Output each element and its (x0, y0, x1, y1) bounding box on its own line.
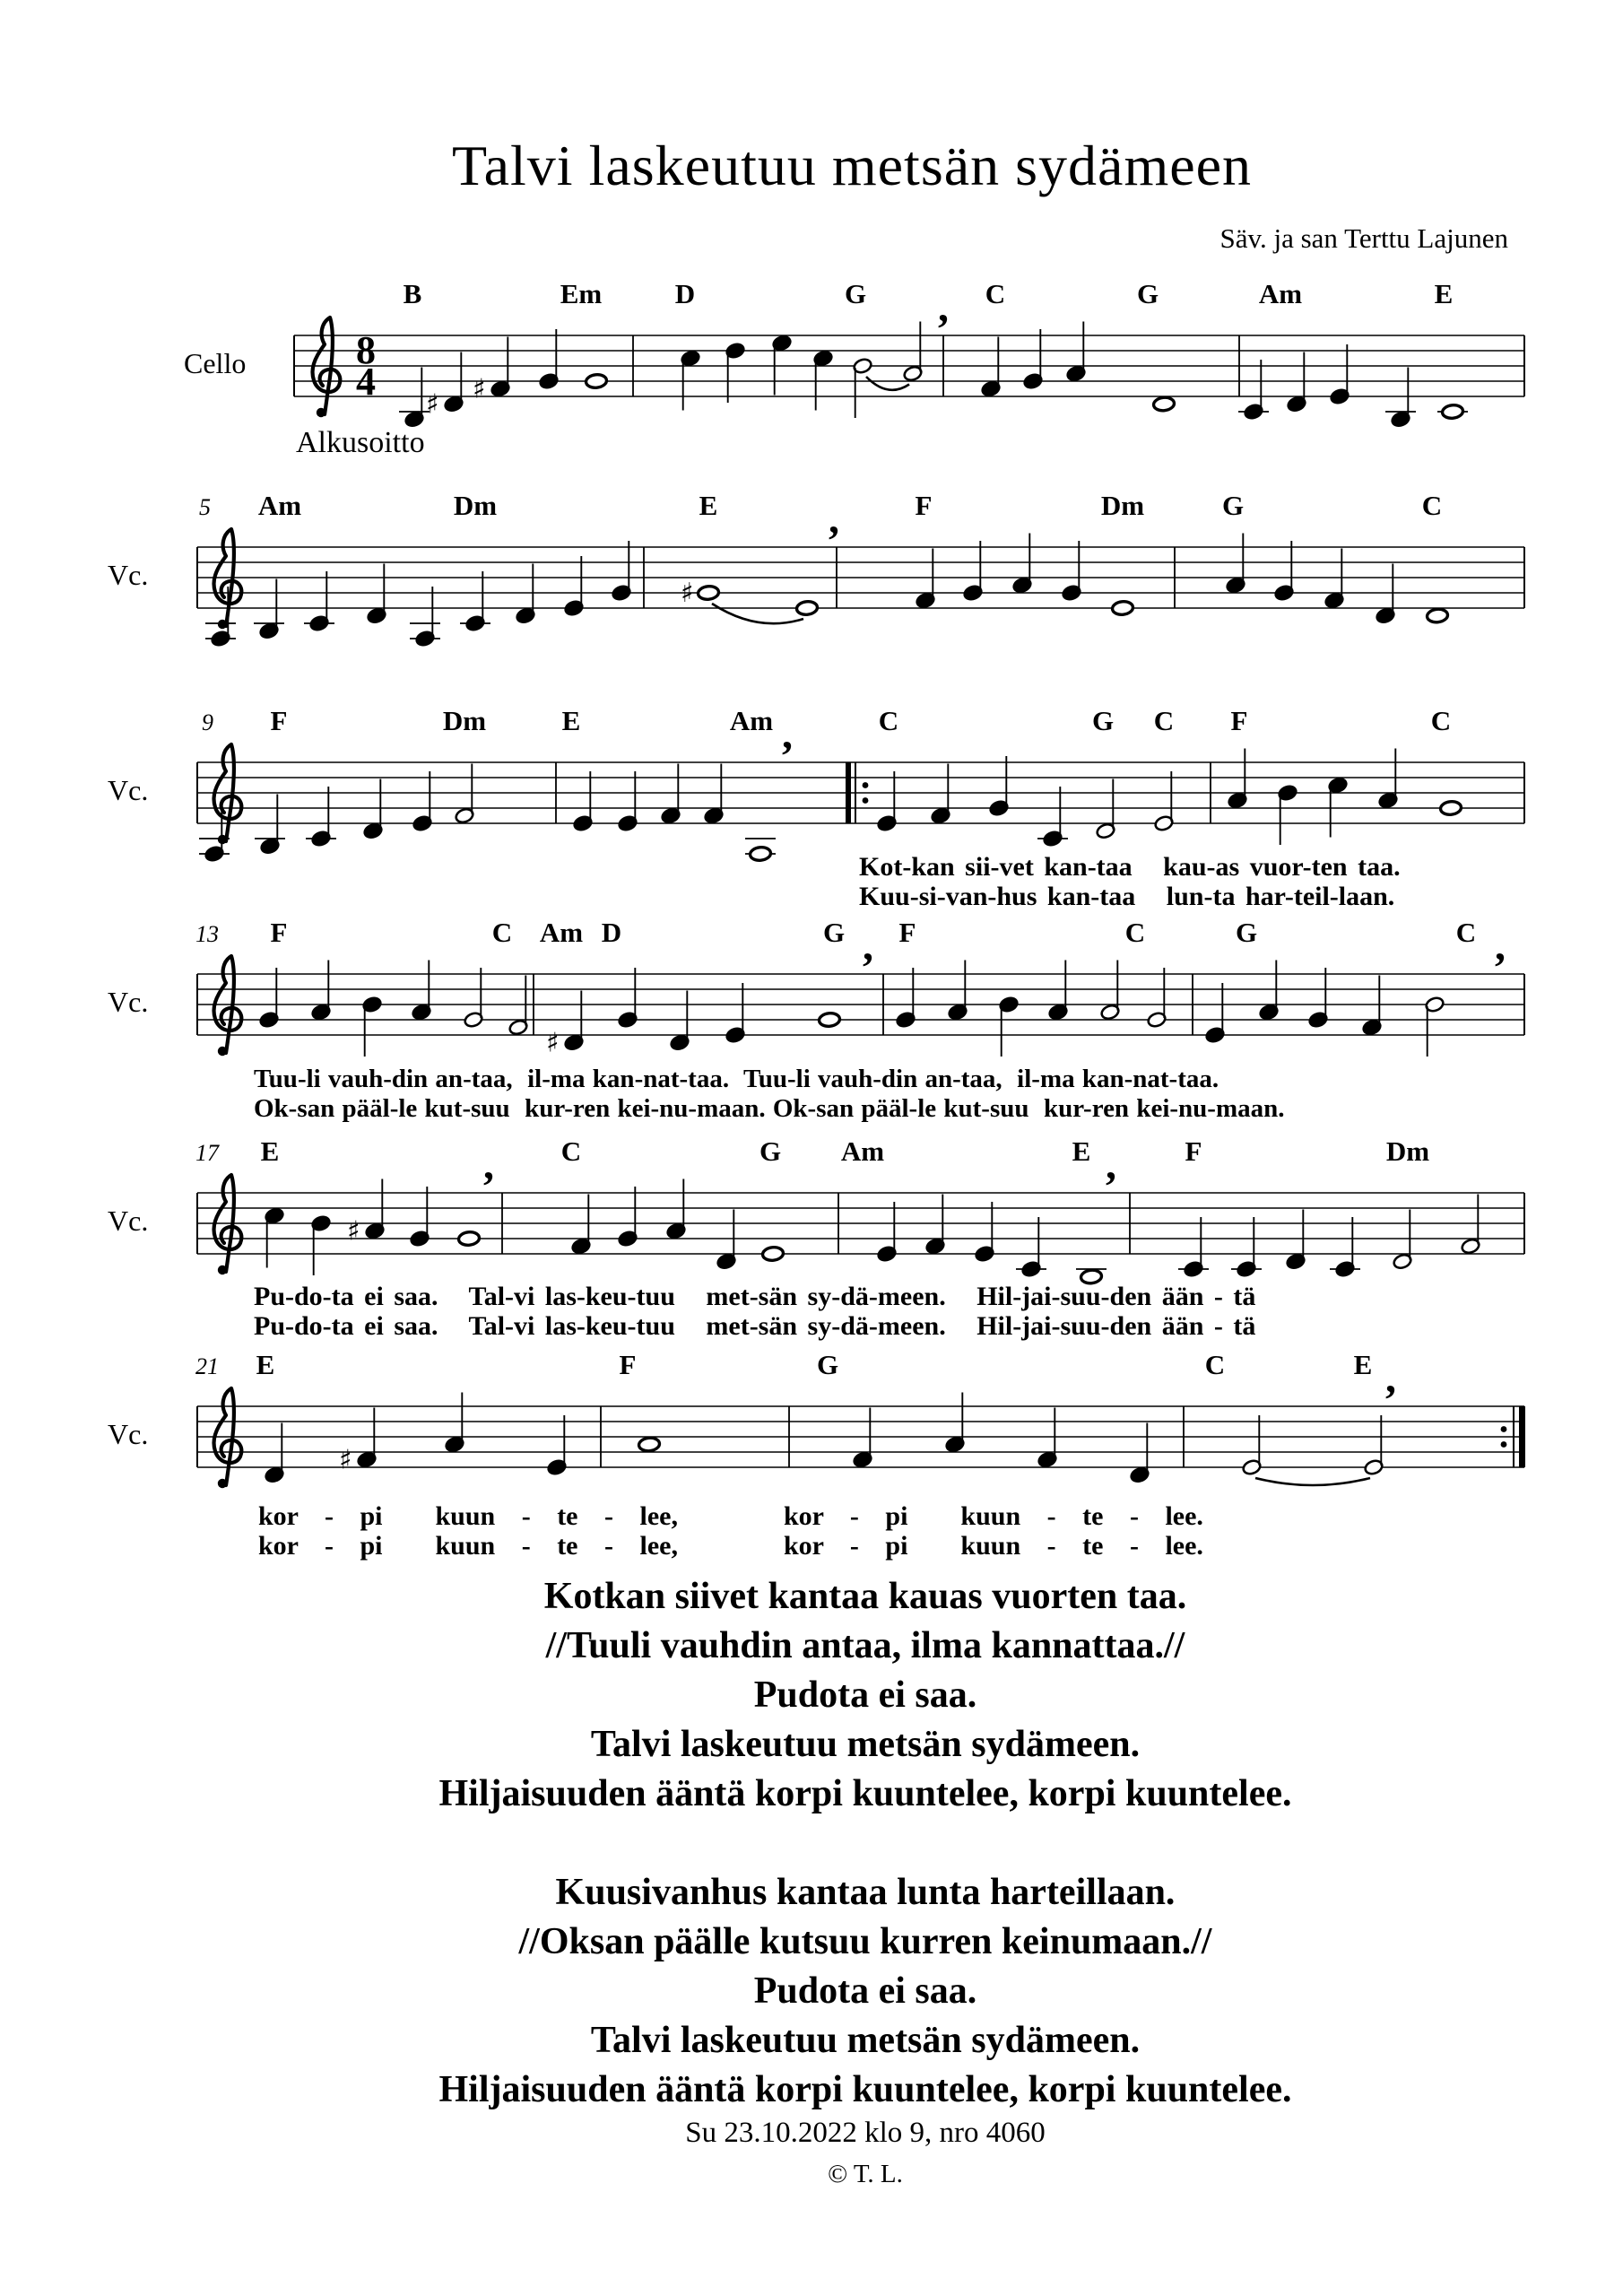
staff-system-6 (108, 1349, 1525, 1561)
tie (712, 604, 803, 623)
chord-label: E (699, 490, 718, 521)
chord-label: F (1230, 705, 1248, 736)
lyric-line: Kot-kan sii-vet kan-taa kau-as vuor-ten taa. (859, 852, 1401, 882)
chord-label: G (759, 1135, 782, 1167)
note (877, 1202, 898, 1263)
note (547, 1415, 568, 1476)
tie (1255, 1478, 1370, 1485)
note (1154, 771, 1175, 832)
note (254, 579, 284, 640)
chord-label: D (601, 917, 622, 948)
chord-label: F (915, 490, 933, 521)
breath-mark: , (829, 495, 839, 543)
note (1062, 541, 1082, 602)
note (1147, 968, 1167, 1029)
chord-label: F (270, 705, 288, 736)
note (1037, 1408, 1058, 1469)
note (1308, 968, 1329, 1029)
lyric-line: Pu-do-ta ei saa. Tal-vi las-keu-tuu met-sän sy-dä-meen. Hil-jai-suu-den ään - tä (254, 1282, 1256, 1311)
note (1330, 344, 1350, 405)
note (347, 1179, 385, 1248)
note (265, 1207, 285, 1268)
staff-system-3 (108, 705, 1524, 911)
lyric-line: Ok-san pääl-le kut-suu kur-ren kei-nu-maan. Ok-san pääl-le kut-suu kur-ren kei-nu-maan. (254, 1094, 1285, 1123)
verse-line: //Tuuli vauhdin antaa, ilma kannattaa.// (545, 1625, 1185, 1666)
note (311, 1214, 332, 1275)
note (1231, 1217, 1262, 1278)
note (716, 1210, 737, 1271)
note (304, 571, 334, 632)
note (877, 771, 898, 832)
chord-label: E (260, 1135, 280, 1167)
note (460, 571, 490, 632)
note (586, 374, 607, 389)
note (618, 968, 638, 1029)
note (458, 1231, 480, 1247)
note (1461, 1195, 1481, 1256)
chord-label: G (1136, 278, 1159, 309)
measure-number: 17 (195, 1140, 219, 1166)
note (681, 350, 701, 411)
chord-label: C (1153, 705, 1175, 736)
note (819, 1013, 840, 1028)
breath-mark: , (1385, 1354, 1396, 1402)
note (666, 1179, 687, 1240)
chord-label: G (816, 1349, 839, 1380)
note (1226, 534, 1246, 595)
note (1178, 1217, 1209, 1278)
note (464, 968, 484, 1029)
chord-label: C (491, 917, 513, 948)
treble-clef-icon (214, 956, 242, 1056)
note (813, 350, 834, 411)
breath-mark: , (782, 710, 793, 758)
verse-1 (108, 1572, 1623, 1819)
lyric-line: kor - pi kuun - te - lee, kor - pi kuun - te - lee. (258, 1531, 1203, 1561)
chord-label: F (898, 917, 916, 948)
chord-label: E (1353, 1349, 1373, 1380)
note (1287, 352, 1307, 413)
chord-label: F (270, 917, 288, 948)
staff-system-2 (108, 490, 1524, 648)
note (473, 337, 510, 405)
verse-line: Kotkan siivet kantaa kauas vuorten taa. (543, 1576, 1187, 1617)
chord-label: C (1421, 490, 1443, 521)
breath-mark: , (938, 283, 949, 331)
note (508, 976, 529, 1037)
note (638, 1437, 660, 1452)
song-title: Talvi laskeutuu metsän sydämeen (451, 134, 1253, 197)
note (410, 1187, 430, 1248)
staff-label: Cello (184, 347, 247, 379)
note (1066, 322, 1087, 383)
note (925, 1195, 946, 1256)
note (745, 839, 776, 861)
note (1437, 404, 1468, 420)
note (975, 1202, 995, 1263)
note (725, 983, 746, 1044)
tie (866, 377, 909, 390)
staff-system-4 (108, 917, 1524, 1123)
chord-label: G (1235, 917, 1258, 948)
note (903, 322, 924, 383)
sharp-icon: ♯ (681, 578, 694, 609)
note (1242, 1415, 1263, 1476)
measure-number: 21 (195, 1353, 219, 1379)
chord-label: C (1430, 705, 1452, 736)
chord-label: C (1124, 917, 1146, 948)
note (989, 756, 1010, 817)
chord-label: D (674, 278, 696, 309)
chord-label: Am (257, 490, 302, 521)
staff-label: Vc. (108, 774, 149, 806)
chord-label: Am (1258, 278, 1303, 309)
note (539, 329, 560, 390)
note (948, 961, 968, 1022)
sharp-icon: ♯ (426, 388, 439, 421)
chord-label: Am (840, 1135, 885, 1167)
note (704, 764, 725, 825)
note (1228, 749, 1248, 810)
chord-label: G (844, 278, 867, 309)
note (853, 1408, 873, 1469)
note (1393, 1210, 1413, 1271)
lyric-line: kor - pi kuun - te - lee, kor - pi kuun - te - lee. (258, 1501, 1203, 1531)
note (1440, 801, 1462, 816)
breath-mark: , (863, 922, 873, 970)
note (618, 1187, 638, 1248)
chord-label: C (878, 705, 899, 736)
note (618, 771, 638, 832)
note (1259, 961, 1280, 1022)
chord-label: E (1072, 1135, 1091, 1167)
note (1286, 1210, 1306, 1271)
chord-label: G (1091, 705, 1115, 736)
breath-mark: , (1495, 922, 1506, 970)
note (265, 1423, 285, 1484)
staff-label: Vc. (108, 986, 149, 1018)
chord-label: Dm (1100, 490, 1145, 521)
note (1364, 1415, 1384, 1476)
note (564, 556, 585, 617)
note (455, 764, 475, 825)
chord-label: Em (560, 278, 603, 309)
note (363, 779, 384, 840)
note (1096, 779, 1116, 840)
session-date-line: Su 23.10.2022 klo 9, nro 4060 (685, 2117, 1046, 2149)
chord-label: F (619, 1349, 637, 1380)
note (362, 996, 383, 1057)
note (1153, 396, 1175, 412)
chord-label: B (403, 278, 422, 309)
note (1378, 749, 1399, 810)
note (1130, 1423, 1150, 1484)
verse-line: Hiljaisuuden ääntä korpi kuuntelee, korpi kuuntelee. (438, 2069, 1292, 2110)
lyric-line: Kuu-si-van-hus kan-taa lun-ta har-teil-laan. (859, 882, 1395, 911)
note (762, 1247, 784, 1262)
note (1425, 996, 1445, 1057)
verse-line: Talvi laskeutuu metsän sydämeen. (590, 2020, 1141, 2061)
sharp-icon: ♯ (347, 1215, 360, 1248)
staff-label: Vc. (108, 559, 149, 591)
breath-mark: , (1106, 1141, 1116, 1188)
verse-line: Pudota ei saa. (753, 1970, 977, 2012)
chord-label: C (985, 278, 1006, 309)
verse-line: Kuusivanhus kantaa lunta harteillaan. (555, 1872, 1176, 1913)
note (796, 601, 818, 616)
note (896, 968, 916, 1029)
note (1330, 1217, 1360, 1278)
note (1385, 368, 1416, 429)
note (1427, 608, 1448, 623)
verse-line: Hiljaisuuden ääntä korpi kuuntelee, korpi kuuntelee. (438, 1773, 1292, 1814)
chord-label: G (1221, 490, 1245, 521)
lyric-line: Tuu-li vauh-din an-taa, il-ma kan-nat-taa. Tuu-li vauh-din an-taa, il-ma kan-nat-taa. (254, 1065, 1219, 1093)
note (931, 764, 951, 825)
note (1037, 787, 1068, 848)
staff-label: Vc. (108, 1205, 149, 1237)
measure-number: 9 (202, 709, 213, 735)
intro-label: Alkusoitto (296, 426, 425, 459)
timesig-denominator: 4 (356, 360, 376, 404)
note (670, 991, 690, 1052)
note (445, 1393, 465, 1454)
note (516, 564, 536, 625)
note (339, 1408, 377, 1476)
lyric-line: Pu-do-ta ei saa. Tal-vi las-keu-tuu met-sän sy-dä-meen. Hil-jai-suu-den ään - tä (254, 1311, 1256, 1341)
note (1324, 549, 1345, 610)
note (571, 1195, 592, 1256)
note (725, 342, 746, 403)
chord-label: F (1185, 1135, 1202, 1167)
copyright-line: © T. L. (828, 2160, 903, 2188)
chord-label: G (822, 917, 846, 948)
note (255, 795, 285, 856)
measure-number: 13 (195, 921, 219, 947)
chord-label: C (1204, 1349, 1226, 1380)
treble-clef-icon (214, 1175, 242, 1274)
note (410, 587, 440, 648)
chord-label: Am (539, 917, 584, 948)
note (399, 368, 430, 429)
chord-label: E (256, 1349, 275, 1380)
measure-number: 5 (199, 494, 211, 520)
note (412, 961, 432, 1022)
note (916, 549, 936, 610)
note (259, 968, 280, 1029)
breath-mark: , (483, 1141, 494, 1188)
note (412, 771, 433, 832)
verse-line: Pudota ei saa. (753, 1674, 977, 1716)
sharp-icon: ♯ (339, 1444, 352, 1476)
note (981, 337, 1002, 398)
staff-system-5 (108, 1135, 1524, 1341)
treble-clef-icon (214, 1388, 242, 1488)
verse-2 (108, 1868, 1623, 2115)
composer-credit: Säv. ja san Terttu Lajunen (1219, 222, 1508, 254)
note (1238, 360, 1269, 421)
staff-label: Vc. (108, 1418, 149, 1450)
note (963, 541, 984, 602)
note (1016, 1217, 1046, 1278)
verse-line: Talvi laskeutuu metsän sydämeen. (590, 1724, 1141, 1765)
note (426, 352, 464, 421)
chord-label: C (1455, 917, 1477, 948)
note (1278, 784, 1298, 845)
chord-label: Dm (1385, 1135, 1430, 1167)
note (1328, 777, 1349, 838)
chord-label: E (1434, 278, 1454, 309)
chord-label: Dm (453, 490, 498, 521)
staff-system-1 (184, 278, 1524, 459)
note (945, 1393, 966, 1454)
note (1362, 976, 1383, 1037)
note (853, 357, 873, 418)
note (1205, 983, 1226, 1044)
repeat-start-barline (846, 762, 851, 823)
chord-label: Am (729, 705, 774, 736)
note (573, 771, 594, 832)
sharp-icon: ♯ (546, 1027, 560, 1059)
chord-label: E (561, 705, 581, 736)
note (999, 996, 1020, 1057)
treble-clef-icon (214, 744, 242, 844)
note (661, 764, 681, 825)
note (1048, 961, 1069, 1022)
treble-clef-icon (313, 317, 341, 417)
chord-label: Dm (442, 705, 487, 736)
note (1376, 564, 1396, 625)
note (306, 787, 336, 848)
sharp-icon: ♯ (473, 373, 486, 405)
note (612, 541, 632, 602)
chord-label: C (560, 1135, 582, 1167)
timesig-numerator: 8 (356, 328, 376, 372)
note (311, 961, 332, 1022)
note (546, 991, 584, 1059)
note (1274, 541, 1295, 602)
note (367, 564, 387, 625)
verse-line: //Oksan päälle kutsuu kurren keinumaan.// (518, 1921, 1212, 1962)
note (1100, 961, 1121, 1022)
note (1112, 601, 1133, 616)
note (1023, 329, 1044, 390)
note (772, 335, 793, 396)
note (1012, 534, 1033, 595)
